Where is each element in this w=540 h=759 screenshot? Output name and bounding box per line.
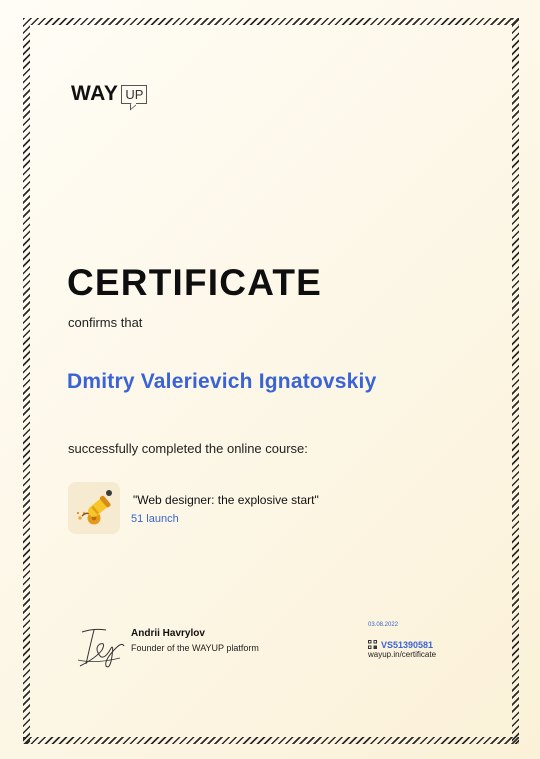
logo-way-text: WAY [71, 82, 119, 105]
certificate-id: VS51390581 [381, 640, 434, 650]
border-top [23, 18, 519, 25]
issue-date: 03.08.2022 [368, 622, 399, 628]
logo-up-bubble: UP [121, 85, 147, 104]
founder-role: Founder of the WAYUP platform [131, 643, 259, 653]
cannon-icon [68, 482, 120, 534]
border-right [512, 18, 519, 744]
recipient-name: Dmitry Valerievich Ignatovskiy [67, 370, 377, 393]
border-left [23, 18, 30, 744]
wayup-logo [71, 82, 147, 106]
completed-text: successfully completed the online course: [68, 441, 308, 456]
course-launch: 51 launch [131, 513, 179, 525]
verification-url[interactable]: wayup.in/certificate [368, 650, 437, 659]
confirms-text: confirms that [68, 315, 143, 330]
course-name: "Web designer: the explosive start" [133, 493, 319, 507]
certificate-title: CERTIFICATE [67, 262, 323, 303]
founder-name: Andrii Havrylov [131, 628, 205, 639]
border-bottom [23, 737, 519, 744]
founder-signature [76, 620, 128, 672]
